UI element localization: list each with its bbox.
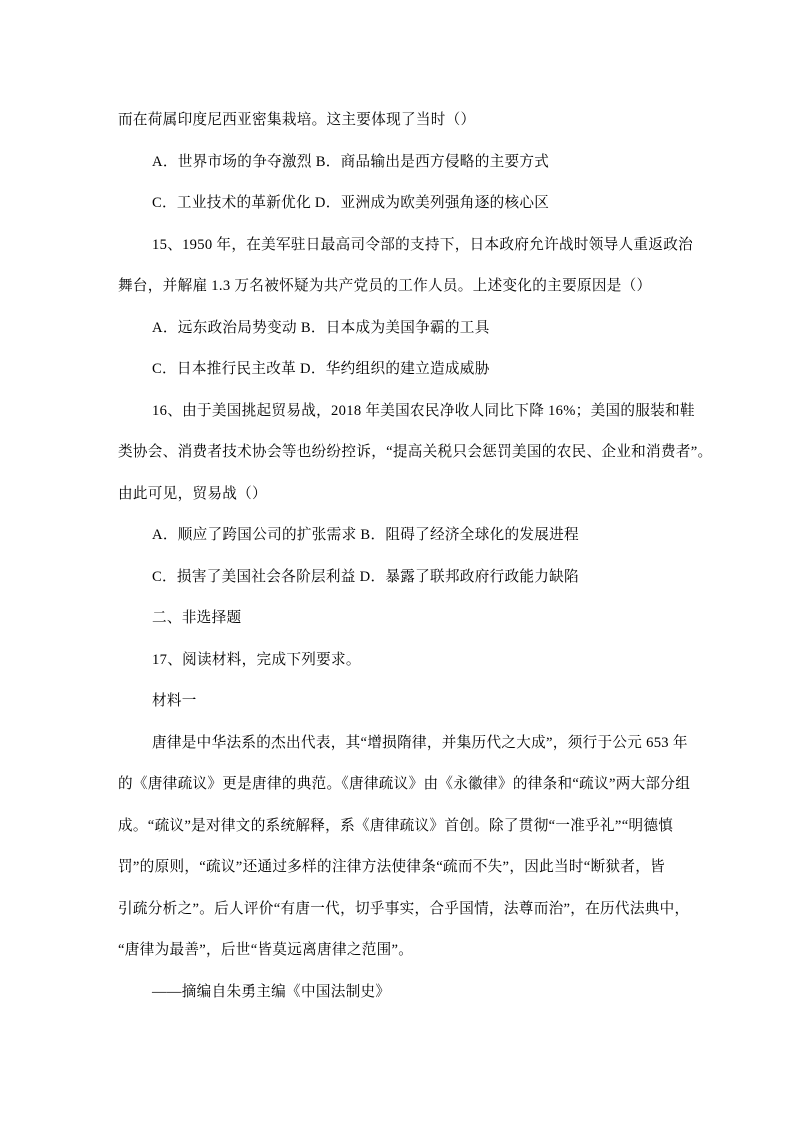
text-line-material-label: 材料一 [152, 693, 197, 709]
text-line-material-text: 引疏分析之”。后人评价“有唐一代，切乎事实，合乎国情，法尊而治”，在历代法典中， [118, 900, 690, 917]
text-line-source-citation: ——摘编自朱勇主编《中国法制史》 [152, 983, 391, 1000]
text-line-options: A．远东政治局势变动 B．日本成为美国争霸的工具 [152, 319, 490, 336]
text-line-question-continuation: 而在荷属印度尼西亚密集栽培。这主要体现了当时（） [118, 112, 476, 128]
text-line-question-continuation: 由此可见，贸易战（） [118, 485, 267, 502]
text-line-options: C．工业技术的革新优化 D．亚洲成为欧美列强角逐的核心区 [152, 195, 550, 211]
text-line-options: A．世界市场的争夺激烈 B．商品输出是西方侵略的主要方式 [152, 153, 550, 170]
text-line-material-text: “唐律为最善”，后世“皆莫远离唐律之范围”。 [118, 942, 414, 958]
text-line-section-heading: 二、非选择题 [152, 610, 242, 626]
text-line-question-continuation: 舞台，并解雇 1.3 万名被怀疑为共产党员的工作人员。上述变化的主要原因是（） [118, 278, 652, 294]
text-line-options: C．损害了美国社会各阶层利益 D．暴露了联邦政府行政能力缺陷 [152, 568, 579, 585]
text-line-options: A．顺应了跨国公司的扩张需求 B．阻碍了经济全球化的发展进程 [152, 527, 579, 543]
text-line-question-start: 17、阅读材料，完成下列要求。 [152, 651, 361, 668]
text-line-material-text: 罚”的原则，“疏议”还通过多样的注律方法使律条“疏而不失”，因此当时“断狱者，皆 [118, 859, 666, 875]
text-line-material-text: 成。“疏议”是对律文的系统解释，系《唐律疏议》首创。除了贯彻“一准乎礼”“明德慎 [118, 817, 674, 834]
text-line-question-continuation: 类协会、消费者技术协会等也纷纷控诉，“提高关税只会惩罚美国的农民、企业和消费者”。 [118, 444, 713, 460]
text-line-question-start: 15、1950 年，在美军驻日最高司令部的支持下，日本政府允许战时领导人重返政治 [152, 236, 694, 253]
text-line-material-text: 的《唐律疏议》更是唐律的典范。《唐律疏议》由《永徽律》的律条和“疏议”两大部分组 [118, 776, 691, 792]
text-line-options: C．日本推行民主改革 D．华约组织的建立造成威胁 [152, 361, 490, 377]
document-body [118, 100, 728, 1013]
text-line-question-start: 16、由于美国挑起贸易战，2018 年美国农民净收人同比下降 16%；美国的服装和鞋 [152, 402, 695, 419]
text-line-material-text: 唐律是中华法系的杰出代表，其“增损隋律，并集历代之大成”，须行于公元 653 年 [152, 734, 688, 751]
